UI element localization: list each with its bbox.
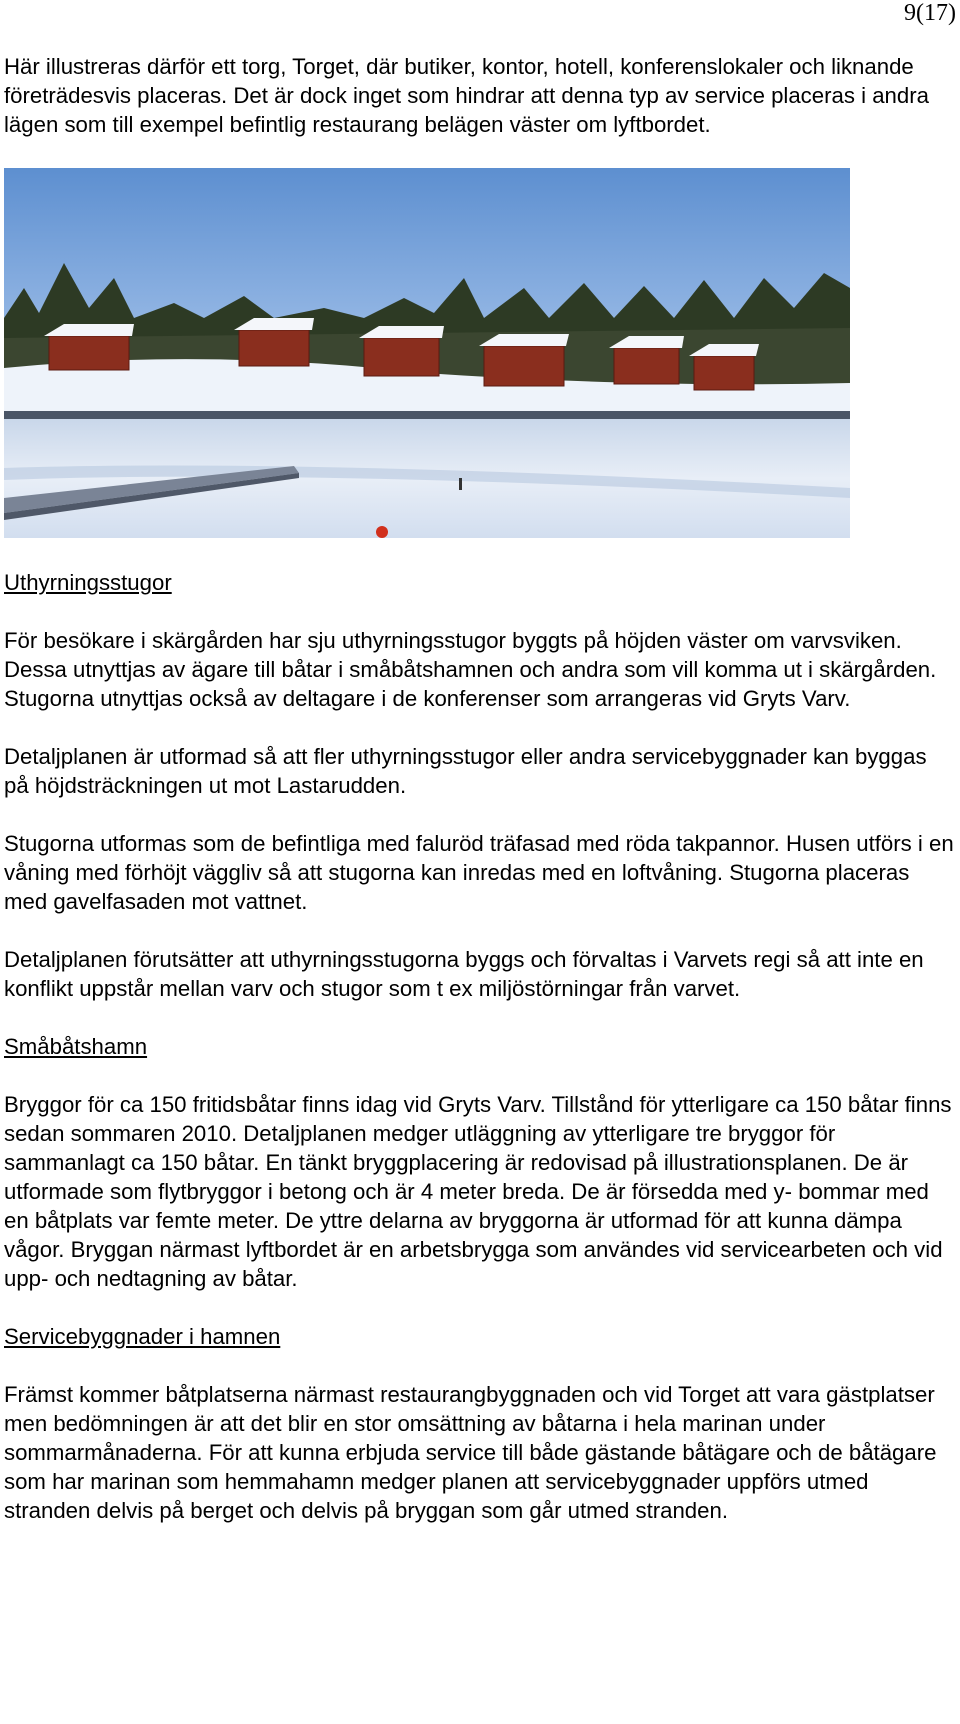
- paragraph: Bryggor för ca 150 fritidsbåtar finns idag vid Gryts Varv. Tillstånd för ytterligare ca 150 båtar finns sedan sommaren 2010. Detaljplanen medger utläggning av ytterligare tre bryggor för sammanlagt ca 150 båtar. En tänkt bryggplacering är redovisad på illustrationsplanen. De är utformade som flytbryggor i betong och är 4 meter breda. De är försedda med y- bommar med en båtplats var femte meter. De yttre delarna av bryggorna är utformad för att kunna dämpa vågor. Bryggan närmast lyftbordet är en arbetsbrygga som användes vid servicearbeten och vid upp- och nedtagning av båtar.: [4, 1092, 952, 1291]
- paragraph: Stugorna utformas som de befintliga med faluröd träfasad med röda takpannor. Husen utförs i en våning med förhöjt väggliv så att stugorna kan inredas med en loftvåning. Stugorna placeras med gavelfasaden mot vattnet.: [4, 831, 954, 914]
- section-heading: Servicebyggnader i hamnen: [4, 1324, 281, 1349]
- cabins-photo: [4, 168, 850, 538]
- winter-cabins-image: [4, 168, 850, 538]
- page-number: 9(17): [904, 0, 956, 26]
- paragraph: För besökare i skärgården har sju uthyrningsstugor byggts på höjden väster om varvsviken. Dessa utnyttjas av ägare till båtar i småbåtshamnen och andra som vill komma ut i skärgården. Stugorna utnyttjas också av deltagare i de konferenser som arrangeras vid Gryts Varv.: [4, 628, 937, 711]
- section-uthyrningsstugor: [4, 568, 954, 1003]
- paragraph: Detaljplanen är utformad så att fler uthyrningsstugor eller andra servicebyggnader kan byggas på höjdsträckningen ut mot Lastarudden.: [4, 744, 927, 798]
- section-smabatshamn: [4, 1032, 954, 1293]
- section-heading: Småbåtshamn: [4, 1034, 148, 1059]
- document-body: [4, 52, 954, 1554]
- section-heading: Uthyrningsstugor: [4, 570, 172, 595]
- paragraph: Främst kommer båtplatserna närmast restaurangbyggnaden och vid Torget att vara gästplatser men bedömningen är att det blir en stor omsättning av båtarna i hela marinan under sommarmånaderna. För att kunna erbjuda service till både gästande båtägare och de båtägare som har marinan som hemmahamn medger planen att servicebyggnader uppförs utmed stranden delvis på berget och delvis på bryggan som går utmed stranden.: [4, 1382, 937, 1523]
- paragraph: Detaljplanen förutsätter att uthyrningsstugorna byggs och förvaltas i Varvets regi så att inte en konflikt uppstår mellan varv och stugor som t ex miljöstörningar från varvet.: [4, 947, 924, 1001]
- section-servicebyggnader: [4, 1322, 954, 1525]
- intro-paragraph: Här illustreras därför ett torg, Torget, där butiker, kontor, hotell, konferenslokaler och liknande företrädesvis placeras. Det är dock inget som hindrar att denna typ av service placeras i andra lägen som till exempel befintlig restaurang belägen väster om lyftbordet.: [4, 54, 929, 137]
